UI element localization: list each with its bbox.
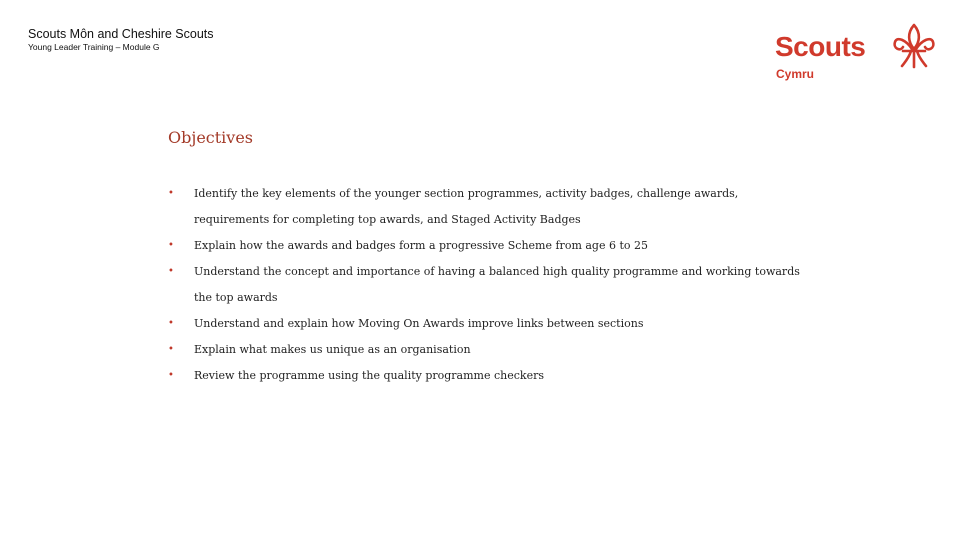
objective-text: Understand the concept and importance of having a balanced high quality programme and working towards the top awards <box>194 265 800 304</box>
objective-item <box>168 233 808 259</box>
objective-item <box>168 311 808 337</box>
header-subtitle: Young Leader Training – Module G <box>28 42 160 52</box>
slide-title: Objectives <box>168 128 254 147</box>
objective-text: Explain what makes us unique as an organisation <box>194 343 471 356</box>
scouts-cymru-logo <box>775 22 937 82</box>
logo-wordmark: Scouts <box>775 31 866 62</box>
objective-text: Identify the key elements of the younger section programmes, activity badges, challenge awards, requirements for completing top awards, and Staged Activity Badges <box>194 187 739 226</box>
objective-item <box>168 337 808 363</box>
header-title: Scouts Môn and Cheshire Scouts <box>28 27 214 41</box>
bullet-icon: • <box>168 370 174 381</box>
objective-item <box>168 181 808 233</box>
objective-item <box>168 363 808 389</box>
bullet-icon: • <box>168 344 174 355</box>
objective-text: Review the programme using the quality programme checkers <box>194 369 544 382</box>
bullet-icon: • <box>168 188 174 199</box>
objective-text: Understand and explain how Moving On Awards improve links between sections <box>194 317 644 330</box>
logo-subtitle: Cymru <box>776 67 815 81</box>
objective-text: Explain how the awards and badges form a progressive Scheme from age 6 to 25 <box>194 239 649 252</box>
objective-item <box>168 259 808 311</box>
fleur-de-lis-icon <box>893 22 935 70</box>
bullet-icon: • <box>168 240 174 251</box>
objectives-list <box>168 181 808 389</box>
bullet-icon: • <box>168 318 174 329</box>
bullet-icon: • <box>168 266 174 277</box>
